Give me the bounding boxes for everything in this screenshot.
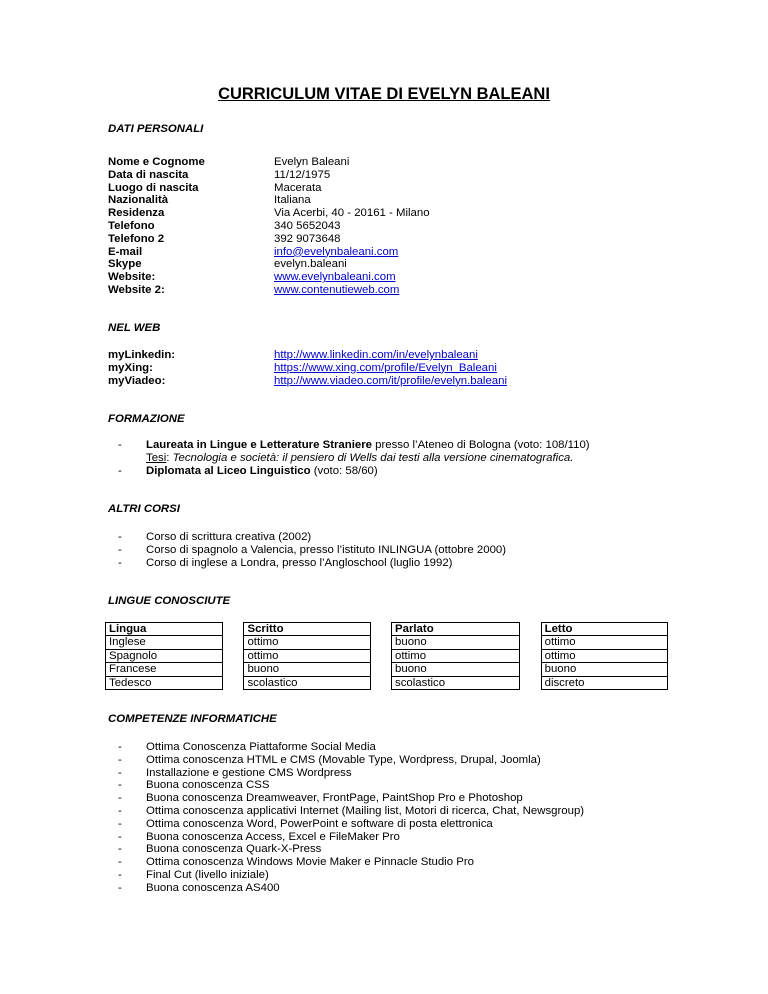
- dash-marker: -: [118, 439, 122, 451]
- list-item: [118, 754, 698, 767]
- thesis-title: Tecnologia e società: il pensiero di Wells dai testi alla versione cinematografica.: [172, 451, 574, 464]
- degree-title: Laureata in Lingue e Letterature Straniere: [146, 439, 372, 451]
- field-value: [274, 271, 396, 284]
- table-cell: Inglese: [106, 636, 223, 649]
- list-item-text: Ottima conoscenza Word, PowerPoint e software di posta elettronica: [146, 817, 493, 830]
- field-link[interactable]: http://www.viadeo.com/it/profile/evelyn.baleani: [274, 374, 507, 387]
- column-gap: [520, 649, 541, 662]
- list-item-text: Final Cut (livello iniziale): [146, 868, 269, 881]
- list-item: [118, 818, 698, 831]
- list-item: [118, 531, 698, 544]
- table-cell: buono: [392, 663, 520, 676]
- section-heading-personal: DATI PERSONALI: [108, 123, 204, 135]
- section-heading-education: FORMAZIONE: [108, 413, 185, 425]
- list-item: [118, 557, 698, 570]
- list-item: [118, 767, 698, 780]
- kv-row: [108, 349, 507, 362]
- kv-row: [108, 182, 430, 195]
- list-item: [118, 741, 698, 754]
- kv-row: [108, 246, 430, 259]
- table-cell: buono: [244, 663, 370, 676]
- list-item: [118, 843, 698, 856]
- field-label: Luogo di nascita: [108, 181, 199, 194]
- list-item-text: Ottima conoscenza Windows Movie Maker e Pinnacle Studio Pro: [146, 856, 474, 869]
- field-label: Website 2:: [108, 283, 165, 296]
- column-gap: [370, 636, 391, 649]
- thesis-separator: :: [166, 451, 173, 464]
- languages-table: [105, 622, 668, 690]
- web-profiles-list: [108, 349, 507, 387]
- field-label: Nazionalità: [108, 194, 169, 207]
- field-value: evelyn.baleani: [274, 258, 347, 271]
- list-item: [118, 465, 698, 478]
- dash-marker: -: [118, 753, 122, 766]
- column-gap: [223, 623, 244, 636]
- section-heading-web: NEL WEB: [108, 322, 161, 334]
- section-heading-it-skills: COMPETENZE INFORMATICHE: [108, 713, 277, 725]
- field-value: [274, 284, 399, 297]
- dash-marker: -: [118, 779, 122, 792]
- table-cell: ottimo: [244, 649, 370, 662]
- list-item-text: Corso di inglese a Londra, presso l’Angloschool (luglio 1992): [146, 556, 453, 569]
- field-label: Residenza: [108, 207, 165, 220]
- field-value: [274, 375, 507, 388]
- field-value: [274, 362, 497, 375]
- kv-row: [108, 375, 507, 388]
- column-gap: [370, 649, 391, 662]
- list-item: [118, 439, 698, 452]
- list-item-text: Ottima conoscenza applicativi Internet (Mailing list, Motori di ricerca, Chat, Newsgroup): [146, 804, 585, 817]
- field-link[interactable]: http://www.linkedin.com/in/evelynbaleani: [274, 349, 478, 361]
- column-gap: [223, 663, 244, 676]
- dash-marker: -: [118, 817, 122, 830]
- field-value: 11/12/1975: [274, 168, 331, 181]
- diploma-title: Diplomata al Liceo Linguistico: [146, 464, 311, 477]
- kv-row: [108, 258, 430, 271]
- list-item: [118, 831, 698, 844]
- courses-list: [118, 531, 698, 569]
- field-label: myLinkedin:: [108, 349, 176, 361]
- thesis-label: Tesi: [146, 451, 167, 464]
- table-cell: Tedesco: [106, 676, 223, 689]
- list-item: [118, 805, 698, 818]
- table-header-cell: Scritto: [244, 623, 370, 636]
- table-cell: scolastico: [244, 676, 370, 689]
- table-cell: ottimo: [392, 649, 520, 662]
- column-gap: [520, 676, 541, 689]
- kv-row: [108, 284, 430, 297]
- education-list: [118, 439, 698, 477]
- diploma-details: (voto: 58/60): [310, 464, 378, 477]
- field-link[interactable]: www.evelynbaleani.com: [274, 271, 396, 284]
- dash-marker: -: [118, 843, 122, 856]
- field-value: 392 9073648: [274, 232, 341, 245]
- field-link[interactable]: info@evelynbaleani.com: [274, 245, 399, 258]
- table-header-row: [106, 623, 668, 636]
- list-item-text: Buona conoscenza Quark-X-Press: [146, 843, 322, 856]
- dash-marker: -: [118, 881, 122, 894]
- kv-row: [108, 156, 430, 169]
- field-link[interactable]: www.contenutieweb.com: [274, 283, 400, 296]
- list-item-text: Installazione e gestione CMS Wordpress: [146, 766, 352, 779]
- table-cell: discreto: [541, 676, 667, 689]
- list-item: [118, 869, 698, 882]
- kv-row: [108, 194, 430, 207]
- dash-marker: -: [118, 741, 122, 753]
- field-label: Telefono 2: [108, 232, 165, 245]
- field-value: [274, 246, 398, 259]
- dash-marker: -: [118, 766, 122, 779]
- field-value: Italiana: [274, 194, 311, 207]
- field-link[interactable]: https://www.xing.com/profile/Evelyn_Baleani: [274, 361, 497, 374]
- table-row: [106, 649, 668, 662]
- field-label: myViadeo:: [108, 374, 166, 387]
- personal-data-list: [108, 156, 430, 297]
- field-label: Telefono: [108, 219, 155, 232]
- table-cell: scolastico: [392, 676, 520, 689]
- table-cell: ottimo: [541, 649, 667, 662]
- dash-marker: -: [118, 792, 122, 805]
- table-cell: buono: [392, 636, 520, 649]
- kv-row: [108, 169, 430, 182]
- table-header-cell: Lingua: [106, 623, 223, 636]
- kv-row: [108, 362, 507, 375]
- list-item-text: Buona conoscenza Dreamweaver, FrontPage, PaintShop Pro e Photoshop: [146, 792, 523, 805]
- list-item: [118, 779, 698, 792]
- field-label: Website:: [108, 271, 156, 284]
- field-value: 340 5652043: [274, 219, 341, 232]
- column-gap: [223, 676, 244, 689]
- table-cell: Francese: [106, 663, 223, 676]
- column-gap: [370, 623, 391, 636]
- table-header-cell: Letto: [541, 623, 667, 636]
- field-value: [274, 349, 478, 362]
- column-gap: [520, 623, 541, 636]
- page-title: CURRICULUM VITAE DI EVELYN BALEANI: [218, 85, 550, 103]
- dash-marker: -: [118, 464, 122, 477]
- dash-marker: -: [118, 804, 122, 817]
- table-cell: Spagnolo: [106, 649, 223, 662]
- dash-marker: -: [118, 830, 122, 843]
- table-cell: ottimo: [541, 636, 667, 649]
- list-item: [118, 792, 698, 805]
- column-gap: [370, 663, 391, 676]
- column-gap: [520, 636, 541, 649]
- kv-row: [108, 207, 430, 220]
- list-item-text: Buona conoscenza CSS: [146, 779, 270, 792]
- kv-row: [108, 220, 430, 233]
- field-value: Via Acerbi, 40 - 20161 - Milano: [274, 207, 430, 220]
- section-heading-courses: ALTRI CORSI: [108, 503, 180, 515]
- column-gap: [223, 636, 244, 649]
- dash-marker: -: [118, 531, 122, 543]
- table-row: [106, 663, 668, 676]
- dash-marker: -: [118, 556, 122, 569]
- it-skills-list: [118, 741, 698, 895]
- field-label: Skype: [108, 258, 142, 271]
- column-gap: [370, 676, 391, 689]
- dash-marker: -: [118, 856, 122, 869]
- kv-row: [108, 271, 430, 284]
- table-row: [106, 636, 668, 649]
- column-gap: [223, 649, 244, 662]
- list-item: [118, 856, 698, 869]
- column-gap: [520, 663, 541, 676]
- field-label: Nome e Cognome: [108, 156, 205, 168]
- field-label: Data di nascita: [108, 168, 189, 181]
- list-item-text: Corso di spagnolo a Valencia, presso l’istituto INLINGUA (ottobre 2000): [146, 543, 507, 556]
- table-cell: ottimo: [244, 636, 370, 649]
- dash-marker: -: [118, 543, 122, 556]
- table-cell: buono: [541, 663, 667, 676]
- field-value: Evelyn Baleani: [274, 156, 350, 168]
- thesis-line: [118, 452, 698, 465]
- table-row: [106, 676, 668, 689]
- kv-row: [108, 233, 430, 246]
- section-heading-languages: LINGUE CONOSCIUTE: [108, 595, 231, 607]
- field-label: E-mail: [108, 245, 143, 258]
- dash-marker: -: [118, 868, 122, 881]
- list-item-text: Buona conoscenza AS400: [146, 881, 280, 894]
- list-item-text: Ottima conoscenza HTML e CMS (Movable Type, Wordpress, Drupal, Joomla): [146, 753, 541, 766]
- field-value: Macerata: [274, 181, 322, 194]
- list-item: [118, 544, 698, 557]
- list-item-text: Buona conoscenza Access, Excel e FileMaker Pro: [146, 830, 400, 843]
- field-label: myXing:: [108, 361, 153, 374]
- degree-details: presso l’Ateneo di Bologna (voto: 108/110): [371, 439, 590, 451]
- list-item-text: Ottima Conoscenza Piattaforme Social Media: [146, 741, 376, 753]
- table-header-cell: Parlato: [392, 623, 520, 636]
- list-item: [118, 882, 698, 895]
- list-item-text: Corso di scrittura creativa (2002): [146, 531, 312, 543]
